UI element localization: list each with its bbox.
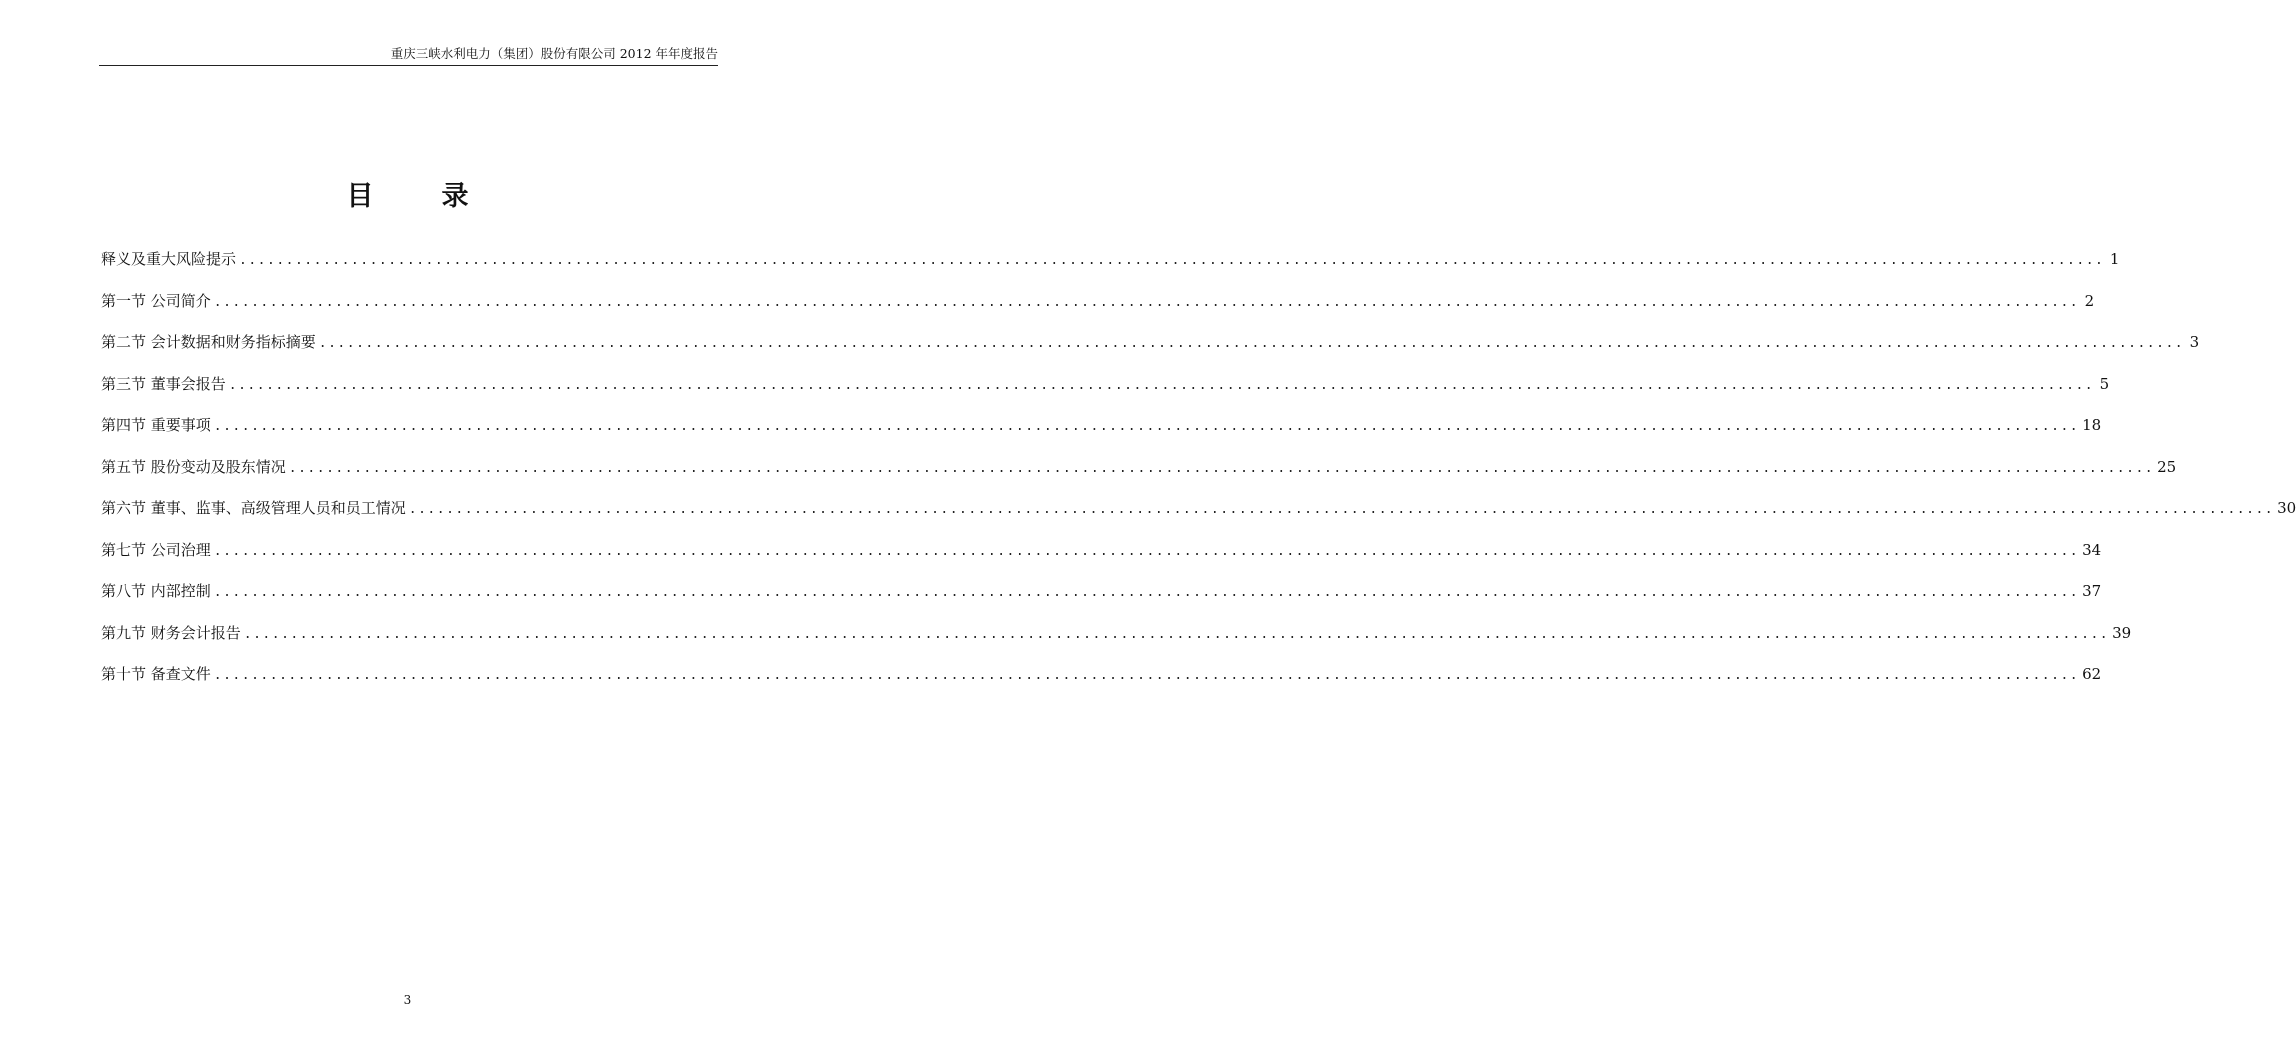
toc-entry-page: 62: [2082, 665, 2102, 683]
toc-dot-leader: ........................................................................................................................................................................................................: [213, 585, 2080, 600]
toc-entry-label: 第九节 财务会计报告: [101, 623, 241, 642]
toc-entry[interactable]: [101, 622, 2132, 664]
toc-entry[interactable]: [101, 373, 2110, 415]
toc-entry[interactable]: [101, 331, 2200, 373]
toc-entry-label: 第一节 公司简介: [101, 291, 211, 310]
toc-entry-label: 第十节 备查文件: [101, 665, 211, 683]
toc-entry[interactable]: [101, 539, 2102, 581]
toc-title: 目录: [346, 181, 537, 212]
table-of-contents: [101, 248, 2296, 705]
page-number: 3: [403, 993, 412, 1007]
toc-entry[interactable]: [101, 580, 2102, 622]
toc-dot-leader: ........................................................................................................................................................................................................: [213, 294, 2080, 310]
toc-entry[interactable]: [101, 456, 2177, 498]
toc-entry-page: 5: [2099, 374, 2110, 393]
toc-entry-page: 18: [2082, 416, 2102, 434]
toc-entry[interactable]: [101, 290, 2095, 332]
toc-dot-leader: ........................................................................................................................................................................................................: [318, 336, 2185, 351]
toc-dot-leader: ........................................................................................................................................................................................................: [408, 502, 2275, 517]
toc-entry-page: 1: [2109, 250, 2120, 268]
toc-entry[interactable]: [101, 414, 2102, 456]
toc-entry-label: 第四节 重要事项: [101, 416, 211, 434]
toc-entry[interactable]: [101, 497, 2296, 539]
page-header: [99, 46, 718, 66]
page-footer: [0, 993, 815, 1007]
toc-dot-leader: ........................................................................................................................................................................................................: [213, 543, 2080, 559]
toc-dot-leader: ........................................................................................................................................................................................................: [213, 668, 2080, 683]
toc-entry-label: 第八节 内部控制: [101, 582, 211, 600]
toc-entry-page: 39: [2112, 623, 2132, 642]
toc-entry[interactable]: [101, 248, 2120, 290]
toc-dot-leader: ........................................................................................................................................................................................................: [239, 253, 2105, 268]
toc-entry-page: 3: [2189, 333, 2200, 351]
toc-dot-leader: ........................................................................................................................................................................................................: [213, 419, 2080, 434]
toc-entry-label: 第六节 董事、监事、高级管理人员和员工情况: [101, 499, 406, 517]
toc-entry-label: 第七节 公司治理: [101, 540, 211, 559]
toc-entry-label: 第五节 股份变动及股东情况: [101, 457, 286, 476]
toc-dot-leader: ........................................................................................................................................................................................................: [288, 460, 2155, 476]
toc-entry-page: 25: [2157, 457, 2177, 476]
toc-entry-page: 34: [2082, 540, 2102, 559]
header-text: 重庆三峡水利电力（集团）股份有限公司 2012 年年度报告: [390, 46, 718, 61]
toc-entry-label: 第三节 董事会报告: [101, 374, 226, 393]
toc-dot-leader: ........................................................................................................................................................................................................: [243, 626, 2110, 642]
toc-entry-page: 2: [2084, 291, 2095, 310]
toc-entry-label: 释义及重大风险提示: [101, 250, 237, 268]
toc-entry[interactable]: [101, 663, 2102, 705]
toc-dot-leader: ........................................................................................................................................................................................................: [228, 377, 2095, 393]
toc-entry-label: 第二节 会计数据和财务指标摘要: [101, 333, 316, 351]
toc-entry-page: 37: [2082, 582, 2102, 600]
toc-entry-page: 30: [2277, 499, 2296, 517]
